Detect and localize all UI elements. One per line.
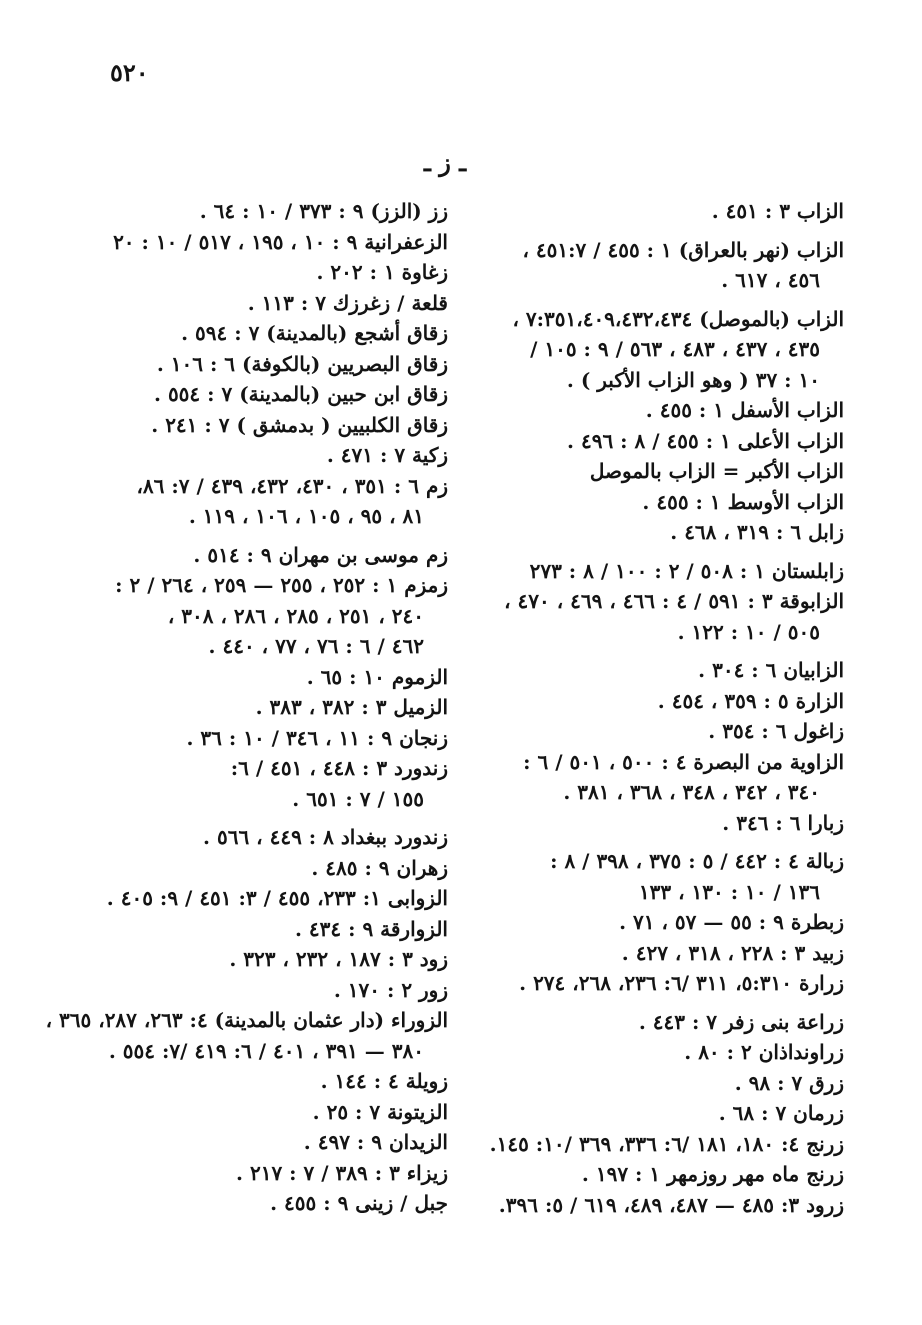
index-entry-line: زويلة ٤ : ١٤٤ . xyxy=(320,1069,448,1093)
index-entry-continuation: ٤٥٦ ، ٦١٧ . xyxy=(721,268,820,292)
index-entry xyxy=(88,318,448,349)
index-entry xyxy=(88,975,448,1006)
index-entry-line: الزاب (بالموصل) ٧:٣٥١،٤٠٩،٤٣٢،٤٣٤ ، xyxy=(512,306,844,331)
index-entry xyxy=(482,517,844,548)
index-entry xyxy=(482,747,844,808)
index-entry-line: زرمان ٧ : ٦٨ . xyxy=(718,1101,844,1125)
index-entry-line: زبيد ٣ : ٢٢٨ ، ٣١٨ ، ٤٢٧ . xyxy=(621,940,844,965)
index-entry-line: زز (الزز) ٩ : ٣٧٣ / ١٠ : ٦٤ . xyxy=(199,199,448,223)
index-entry xyxy=(482,938,844,969)
section-letter-heading: ـ ز ـ xyxy=(423,148,467,177)
index-entry-continuation: ٤٦٢ / ٦ : ٧٦ ، ٧٧ ، ٤٤٠ . xyxy=(208,634,424,658)
index-entry xyxy=(45,1005,448,1066)
index-entry xyxy=(482,1159,844,1190)
index-entry xyxy=(482,1129,844,1160)
index-entry-line: الزاب الأكبر = الزاب بالموصل xyxy=(589,459,844,483)
index-entry-line: الزاب الأسفل ١ : ٤٥٥ . xyxy=(645,398,844,422)
index-entry-line: الزاب الأوسط ١ : ٤٥٥ . xyxy=(642,489,844,514)
index-entry-line: زرنج ماه مهر روزمهر ١ : ١٩٧ . xyxy=(581,1162,844,1186)
index-entry-line: زرق ٧ : ٩٨ . xyxy=(734,1070,844,1095)
index-column-left xyxy=(45,196,448,1219)
index-entry xyxy=(88,883,448,914)
index-entry xyxy=(88,570,448,662)
index-entry-line: الزاب الأعلى ١ : ٤٥٥ / ٨ : ٤٩٦ . xyxy=(567,428,844,453)
index-entry xyxy=(482,196,844,227)
index-entry-line: زقاق البصريين (بالكوفة) ٦ : ١٠٦ . xyxy=(156,351,448,376)
index-entry-line: زقاق ابن حبين (بالمدينة) ٧ : ٥٥٤ . xyxy=(154,382,448,406)
index-entry-continuation: ٢٤٠ ، ٢٥١ ، ٢٨٥ ، ٢٨٦ ، ٣٠٨ ، xyxy=(167,603,424,628)
index-entry-line: زنجان ٩ : ١١ ، ٣٤٦ / ١٠ : ٣٦ . xyxy=(186,725,448,750)
index-entry xyxy=(88,822,448,853)
index-entry-line: الزعفرانية ٩ : ١٠ ، ١٩٥ ، ٥١٧ / ١٠ : ٢٠ xyxy=(113,229,448,254)
index-entry xyxy=(88,410,448,441)
index-column-right xyxy=(482,196,844,1220)
index-entry-line: جبل / زينى ٩ : ٤٥٥ . xyxy=(270,1191,448,1215)
index-entry xyxy=(88,1097,448,1128)
index-entry xyxy=(88,379,448,410)
index-entry xyxy=(482,235,844,296)
index-entry-line: زرود ٣: ٤٨٥ — ٤٨٧، ٤٨٩، ٦١٩ / ٥: ٣٩٦. xyxy=(498,1192,844,1217)
index-entry-line: الزوابى ١: ٢٣٣، ٤٥٥ / ٣: ٤٥١ / ٩: ٤٠٥ . xyxy=(106,886,448,910)
index-entry-continuation: ٣٨٠ — ٣٩١ ، ٤٠١ / ٦: ٤١٩ /٧: ٥٥٤ . xyxy=(108,1038,424,1063)
index-entry xyxy=(88,257,448,288)
index-entry-line: الزاوية من البصرة ٤ : ٥٠٠ ، ٥٠١ / ٦ : xyxy=(523,749,844,774)
index-entry-line: الزوارقة ٩ : ٤٣٤ . xyxy=(294,916,448,941)
index-entry-line: زكية ٧ : ٤٧١ . xyxy=(326,443,448,467)
index-entry-line: الزابيان ٦ : ٣٠٤ . xyxy=(698,658,844,682)
index-entry xyxy=(482,426,844,457)
index-entry-line: زراونداذان ٢ : ٨٠ . xyxy=(684,1040,844,1064)
index-entry xyxy=(88,914,448,945)
index-entry-line: زمزم ١ : ٢٥٢ ، ٢٥٥ — ٢٥٩ ، ٢٦٤ / ٢ : xyxy=(115,573,448,597)
index-entry-line: زهران ٩ : ٤٨٥ . xyxy=(311,855,448,880)
index-entry xyxy=(482,556,844,587)
page-number: ٥٢٠ xyxy=(110,58,149,87)
index-entry xyxy=(88,196,448,227)
index-entry xyxy=(482,846,844,907)
index-entry xyxy=(88,662,448,693)
index-entry xyxy=(482,655,844,686)
index-entry-continuation: ١٥٥ / ٧ : ٦٥١ . xyxy=(292,786,424,811)
index-entry-line: زبارا ٦ : ٣٤٦ . xyxy=(722,810,844,835)
index-entry-line: زابل ٦ : ٣١٩ ، ٤٦٨ . xyxy=(670,520,844,544)
index-entry-line: زقاق أشجع (بالمدينة) ٧ : ٥٩٤ . xyxy=(181,321,448,345)
index-entry-line: زابلستان ١ : ٥٠٨ / ٢ : ١٠٠ / ٨ : ٢٧٣ xyxy=(529,558,844,583)
index-entry-line: زم موسى بن مهران ٩ : ٥١٤ . xyxy=(193,542,448,567)
index-entry xyxy=(482,586,844,647)
index-entry xyxy=(88,349,448,380)
index-entry xyxy=(482,395,844,426)
index-entry-line: الزوراء (دار عثمان بالمدينة) ٤: ٢٦٣، ٢٨٧، ٣٦٥ ، xyxy=(45,1008,448,1032)
index-entry xyxy=(88,227,448,258)
index-entry-line: زبطرة ٩ : ٥٥ — ٥٧ ، ٧١ . xyxy=(619,910,844,934)
index-entry-line: الزاب (نهر بالعراق) ١ : ٤٥٥ / ٤٥١:٧ ، xyxy=(522,237,844,262)
index-entry xyxy=(88,944,448,975)
index-entry xyxy=(482,907,844,938)
index-entry xyxy=(88,723,448,754)
index-entry xyxy=(482,487,844,518)
index-entry xyxy=(482,716,844,747)
index-entry-line: زراعة بنى زفر ٧ : ٤٤٣ . xyxy=(638,1009,844,1034)
index-entry xyxy=(482,968,844,999)
index-entry xyxy=(482,686,844,717)
index-entry-line: زغاوة ١ : ٢٠٢ . xyxy=(316,260,448,284)
index-entry-line: زرنج ٤: ١٨٠، ١٨١ /٦: ٣٣٦، ٣٦٩ /١٠: ١٤٥. xyxy=(489,1131,844,1156)
index-entry xyxy=(482,1007,844,1038)
index-entry-continuation: ٥٠٥ / ١٠ : ١٢٢ . xyxy=(677,619,820,644)
index-entry-line: زقاق الكلبيين ( بدمشق ) ٧ : ٢٤١ . xyxy=(151,412,448,437)
index-entry-line: زم ٦ : ٣٥١ ، ٤٣٠، ٤٣٢، ٤٣٩ / ٧: ٨٦، xyxy=(136,473,448,498)
index-entry xyxy=(88,1158,448,1189)
index-entry-line: الزارة ٥ : ٣٥٩ ، ٤٥٤ . xyxy=(657,688,844,713)
index-entry xyxy=(88,753,448,814)
index-entry-continuation: ٨١ ، ٩٥ ، ١٠٥ ، ١٠٦ ، ١١٩ . xyxy=(188,504,424,528)
index-entry xyxy=(88,1188,448,1219)
index-entry-line: زيزاء ٣ : ٣٨٩ / ٧ : ٢١٧ . xyxy=(236,1160,448,1185)
index-entry-line: الزابوقة ٣ : ٥٩١ / ٤ : ٤٦٦ ، ٤٦٩ ، ٤٧٠ ، xyxy=(504,589,844,613)
index-entry xyxy=(88,853,448,884)
index-entry-line: الزيدان ٩ : ٤٩٧ . xyxy=(303,1130,448,1154)
index-entry xyxy=(88,692,448,723)
index-entry xyxy=(88,288,448,319)
index-entry xyxy=(88,440,448,471)
index-entry-line: زور ٢ : ١٧٠ . xyxy=(333,977,448,1002)
index-entry xyxy=(88,540,448,571)
index-entry xyxy=(482,1190,844,1221)
index-entry xyxy=(88,471,448,532)
index-entry-line: الزيتونة ٧ : ٢٥ . xyxy=(312,1099,448,1124)
index-entry-line: الزاب ٣ : ٤٥١ . xyxy=(711,199,844,223)
index-entry-line: الزموم ١٠ : ٦٥ . xyxy=(306,664,448,689)
index-entry-line: زود ٣ : ١٨٧ ، ٢٣٢ ، ٣٢٣ . xyxy=(229,947,448,971)
index-entry-line: قلعة / زغرزك ٧ : ١١٣ . xyxy=(247,290,448,315)
index-entry xyxy=(482,304,844,396)
index-entry-line: زاغول ٦ : ٣٥٤ . xyxy=(708,719,844,743)
index-entry xyxy=(482,1098,844,1129)
index-entry-continuation: ٤٣٥ ، ٤٣٧ ، ٤٨٣ ، ٥٦٣ / ٩ : ١٠٥ / xyxy=(530,337,820,361)
index-entry-continuation: ١٠ : ٣٧ ( وهو الزاب الأكبر ) . xyxy=(566,367,820,392)
index-entry-line: الزميل ٣ : ٣٨٢ ، ٣٨٣ . xyxy=(255,695,448,719)
index-entry xyxy=(482,808,844,839)
index-entry xyxy=(482,1068,844,1099)
index-entry-line: زبالة ٤ : ٤٤٢ / ٥ : ٣٧٥ ، ٣٩٨ / ٨ : xyxy=(550,849,844,873)
index-entry-line: زندورد ببغداد ٨ : ٤٤٩ ، ٥٦٦ . xyxy=(203,825,448,849)
index-entry xyxy=(482,456,844,487)
index-entry-continuation: ١٣٦ / ١٠ : ١٣٠ ، ١٣٣ xyxy=(638,879,820,904)
index-entry-line: زندورد ٣ : ٤٤٨ ، ٤٥١ / ٦: xyxy=(230,756,448,780)
index-entry-continuation: ٣٤٠ ، ٣٤٢ ، ٣٤٨ ، ٣٦٨ ، ٣٨١ . xyxy=(563,780,820,804)
index-entry xyxy=(88,1127,448,1158)
index-entry xyxy=(88,1066,448,1097)
index-entry-line: زرارة ٥:٣١٠، ٣١١ /٦: ٢٣٦، ٢٦٨، ٢٧٤ . xyxy=(519,971,844,995)
index-entry xyxy=(482,1037,844,1068)
